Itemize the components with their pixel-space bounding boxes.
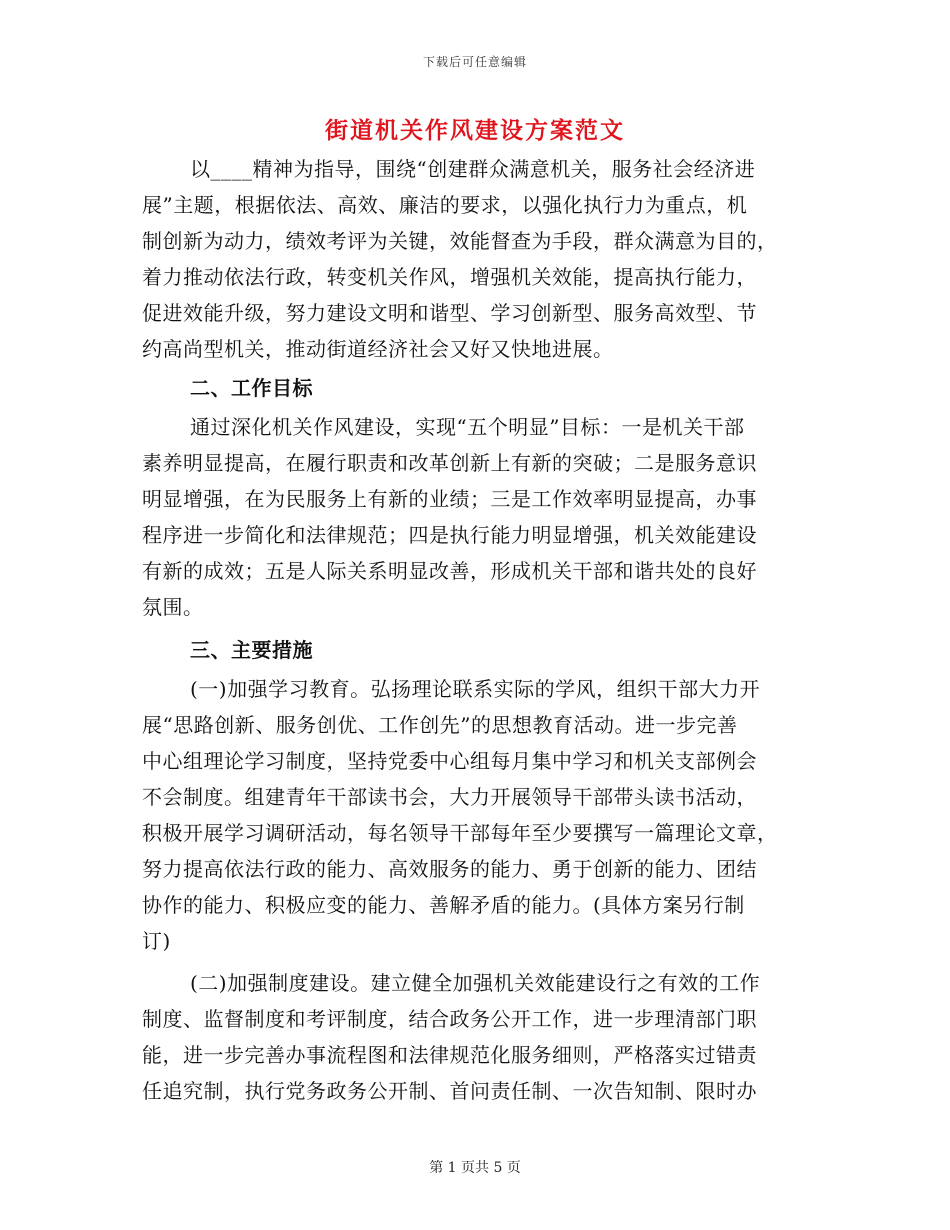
paragraph-line: (二)加强制度建设。建立健全加强机关效能建设行之有效的工作 [190, 971, 761, 995]
paragraph-line: 任追究制，执行党务政务公开制、首问责任制、一次告知制、限时办 [142, 1079, 757, 1103]
header-note: 下载后可任意编辑 [422, 55, 527, 69]
paragraph-line: 明显增强，在为民服务上有新的业绩；三是工作效率明显提高，办事 [142, 487, 757, 511]
paragraph-line: 积极开展学习调研活动，每名领导干部每年至少要撰写一篇理论文章， [142, 821, 778, 845]
paragraph-line: 中心组理论学习制度，坚持党委中心组每月集中学习和机关支部例会 [142, 749, 757, 773]
paragraph-line: 约高尚型机关，推动街道经济社会又好又快地进展。 [142, 337, 614, 361]
document-title: 街道机关作风建设方案范文 [325, 117, 625, 144]
paragraph-line: 促进效能升级，努力建设文明和谐型、学习创新型、服务高效型、节 [142, 301, 757, 325]
paragraph-line: 订) [142, 929, 171, 953]
paragraph-line: 制创新为动力，绩效考评为关键，效能督查为手段，群众满意为目的， [142, 229, 778, 253]
paragraph-line: 不会制度。组建青年干部读书会，大力开展领导干部带头读书活动， [142, 785, 757, 809]
paragraph-line: (一)加强学习教育。弘扬理论联系实际的学风，组织干部大力开 [190, 677, 761, 701]
paragraph-line: 以____精神为指导，围绕“创建群众满意机关，服务社会经济进 [190, 157, 756, 181]
paragraph-line: 通过深化机关作风建设，实现“五个明显”目标：一是机关干部 [190, 415, 745, 439]
section-heading: 三、主要措施 [190, 638, 313, 662]
page-number: 第 1 页共 5 页 [429, 1160, 521, 1176]
paragraph-line: 氛围。 [142, 595, 204, 619]
paragraph-line: 展”主题，根据依法、高效、廉洁的要求，以强化执行力为重点，机 [142, 193, 748, 217]
paragraph-line: 有新的成效；五是人际关系明显改善，形成机关干部和谐共处的良好 [142, 559, 757, 583]
paragraph-line: 协作的能力、积极应变的能力、善解矛盾的能力。(具体方案另行制 [142, 893, 745, 917]
section-heading: 二、工作目标 [190, 376, 313, 400]
paragraph-line: 努力提高依法行政的能力、高效服务的能力、勇于创新的能力、团结 [142, 857, 757, 881]
paragraph-line: 素养明显提高，在履行职责和改革创新上有新的突破；二是服务意识 [142, 451, 757, 475]
paragraph-line: 着力推动依法行政，转变机关作风，增强机关效能，提高执行能力， [142, 265, 757, 289]
paragraph-line: 制度、监督制度和考评制度，结合政务公开工作，进一步理清部门职 [142, 1007, 757, 1031]
paragraph-line: 展“思路创新、服务创优、工作创先”的思想教育活动。进一步完善 [142, 713, 738, 737]
paragraph-line: 程序进一步简化和法律规范；四是执行能力明显增强，机关效能建设 [142, 523, 757, 547]
paragraph-line: 能，进一步完善办事流程图和法律规范化服务细则，严格落实过错责 [142, 1043, 757, 1067]
